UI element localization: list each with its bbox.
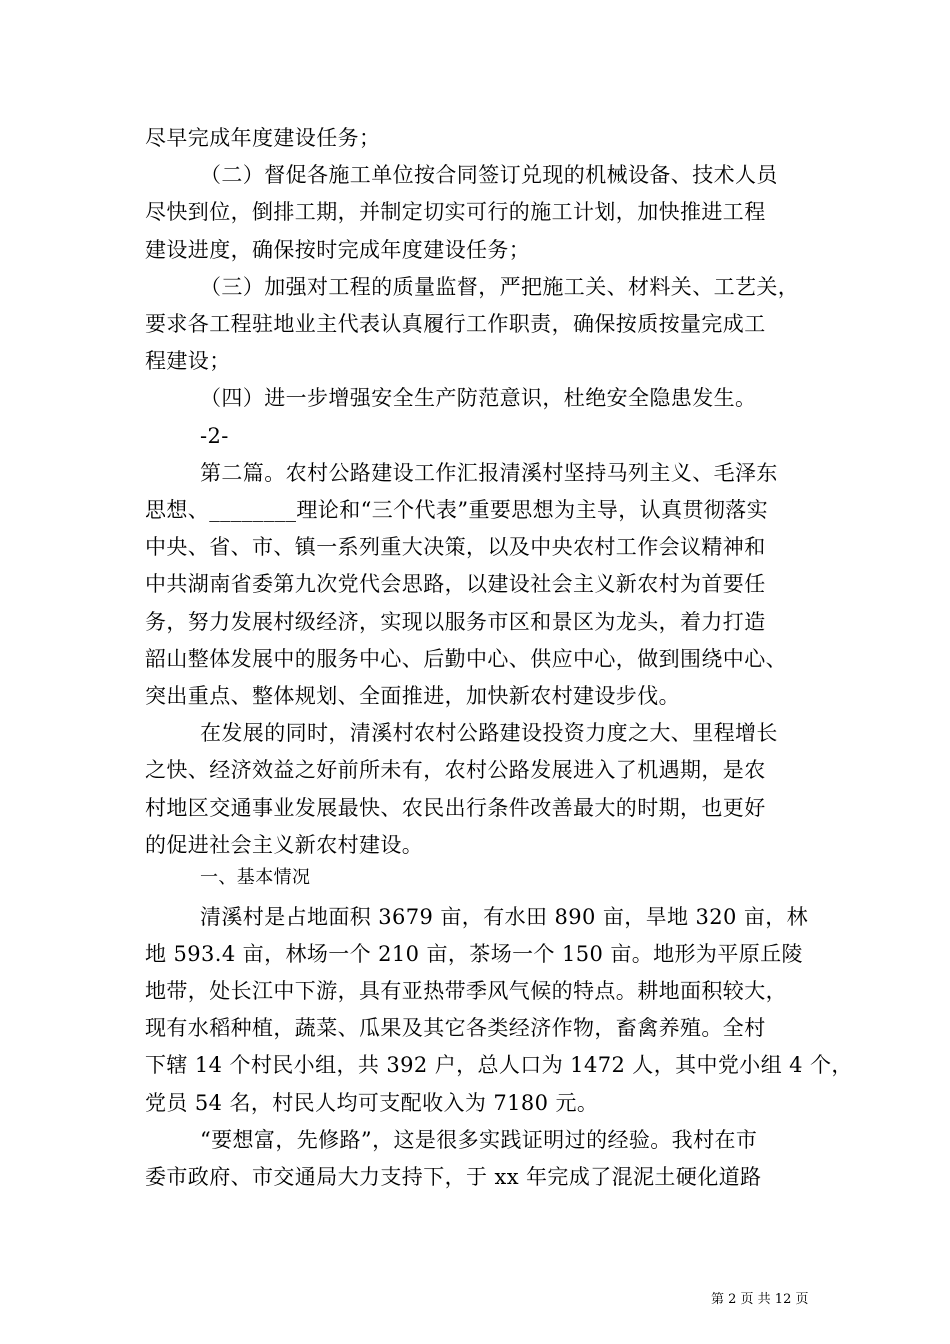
text-line: 要求各工程驻地业主代表认真履行工作职责，确保按质按量完成工	[145, 312, 766, 336]
text-line: 地 593.4 亩，林场一个 210 亩，茶场一个 150 亩。地形为平原丘陵	[145, 942, 803, 966]
text-line: （三）加强对工程的质量监督，严把施工关、材料关、工艺关，	[200, 275, 800, 299]
text-line: 委市政府、市交通局大力支持下，于 xx 年完成了混泥土硬化道路	[145, 1165, 762, 1189]
text-line: 建设进度，确保按时完成年度建设任务；	[145, 238, 531, 262]
page-marker: -2-	[200, 424, 229, 448]
text-line: 村地区交通事业发展最快、农民出行条件改善最大的时期，也更好	[145, 796, 766, 820]
text-line: 思想、________理论和“三个代表”重要思想为主导，认真贯彻落实	[145, 498, 769, 522]
text-line: 党员 54 名，村民人均可支配收入为 7180 元。	[145, 1091, 599, 1115]
text-line: （四）进一步增强安全生产防范意识，杜绝安全隐患发生。	[200, 386, 757, 410]
text-line: 下辖 14 个村民小组，共 392 户，总人口为 1472 人，其中党小组 4 个，	[145, 1053, 853, 1077]
text-line: 尽早完成年度建设任务；	[145, 126, 381, 150]
text-line: 中央、省、市、镇一系列重大决策，以及中央农村工作会议精神和	[145, 535, 766, 559]
text-line: 清溪村是占地面积 3679 亩，有水田 890 亩，旱地 320 亩，林	[200, 905, 809, 929]
text-line: 第二篇。农村公路建设工作汇报清溪村坚持马列主义、毛泽东	[200, 461, 778, 485]
text-line: “要想富，先修路”，这是很多实践证明过的经验。我村在市	[200, 1128, 758, 1152]
text-line: 务，努力发展村级经济，实现以服务市区和景区为龙头，着力打造	[145, 610, 766, 634]
text-line: 韶山整体发展中的服务中心、后勤中心、供应中心，做到围绕中心、	[145, 647, 787, 671]
text-line: 在发展的同时，清溪村农村公路建设投资力度之大、里程增长	[200, 721, 778, 745]
text-line: 地带，处长江中下游，具有亚热带季风气候的特点。耕地面积较大，	[145, 979, 787, 1003]
text-line: 之快、经济效益之好前所未有，农村公路发展进入了机遇期，是农	[145, 758, 766, 782]
text-line: 中共湖南省委第九次党代会思路，以建设社会主义新农村为首要任	[145, 572, 766, 596]
text-line: 的促进社会主义新农村建设。	[145, 833, 424, 857]
text-line: 突出重点、整体规划、全面推进，加快新农村建设步伐。	[145, 684, 680, 708]
text-line: 程建设；	[145, 349, 231, 373]
page-number: 第 2 页 共 12 页	[711, 1292, 809, 1307]
text-line: 尽快到位，倒排工期，并制定切实可行的施工计划，加快推进工程	[145, 200, 766, 224]
section-heading: 一、基本情况	[200, 867, 311, 888]
text-line: 现有水稻种植，蔬菜、瓜果及其它各类经济作物，畜禽养殖。全村	[145, 1016, 766, 1040]
text-line: （二）督促各施工单位按合同签订兑现的机械设备、技术人员	[200, 163, 778, 187]
